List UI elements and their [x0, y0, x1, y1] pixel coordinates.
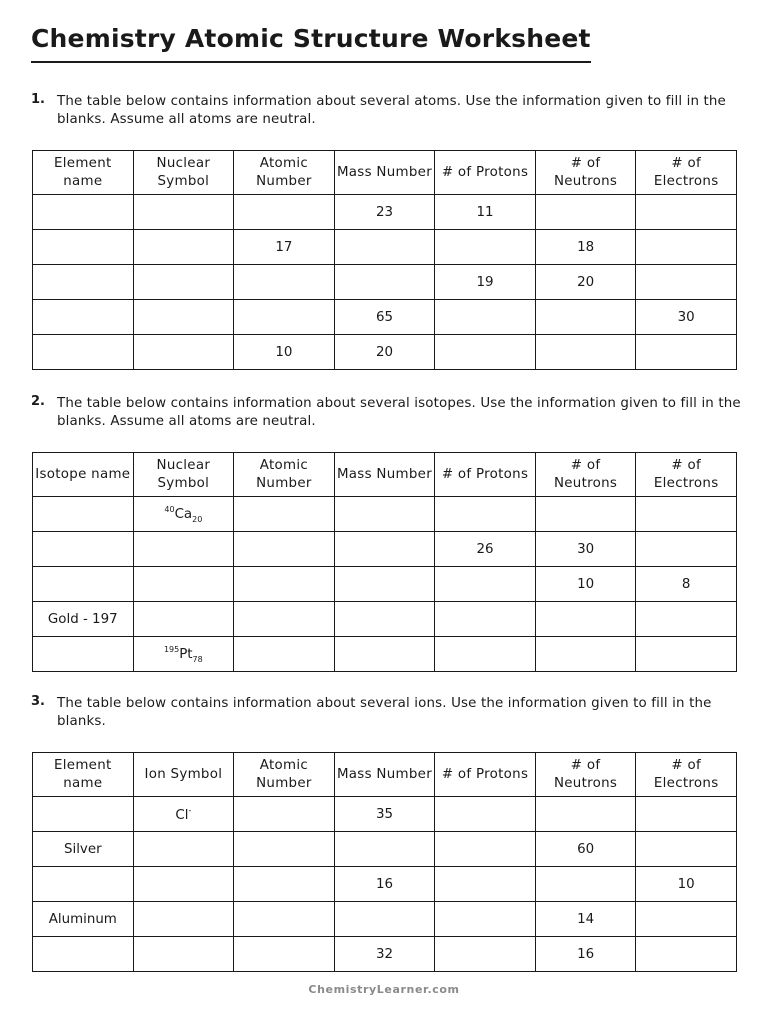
- header-cell: Isotope name: [33, 453, 134, 497]
- table-cell[interactable]: Aluminum: [33, 902, 134, 937]
- table-cell[interactable]: [133, 335, 234, 370]
- table-cell[interactable]: [133, 902, 234, 937]
- table-cell[interactable]: 17: [234, 230, 335, 265]
- table-row: [33, 335, 737, 370]
- table-cell[interactable]: [234, 567, 335, 602]
- table-cell[interactable]: [636, 902, 737, 937]
- question-number: 1.: [31, 92, 45, 107]
- table-cell[interactable]: 20: [334, 335, 435, 370]
- table-cell[interactable]: [636, 602, 737, 637]
- table-cell[interactable]: [234, 637, 335, 672]
- table-cell[interactable]: [234, 937, 335, 972]
- header-cell: # of Electrons: [636, 453, 737, 497]
- table-cell[interactable]: [133, 832, 234, 867]
- table-cell[interactable]: 26: [435, 532, 536, 567]
- table-cell[interactable]: 10: [535, 567, 636, 602]
- table-cell[interactable]: [435, 937, 536, 972]
- table-cell[interactable]: [33, 230, 134, 265]
- header-cell: Element name: [33, 151, 134, 195]
- table-cell[interactable]: [133, 265, 234, 300]
- table-cell[interactable]: [636, 532, 737, 567]
- table-cell[interactable]: Gold - 197: [33, 602, 134, 637]
- table-cell[interactable]: [435, 637, 536, 672]
- table-cell[interactable]: [636, 637, 737, 672]
- table-cell[interactable]: [33, 867, 134, 902]
- table-cell[interactable]: [435, 867, 536, 902]
- table-cell[interactable]: 23: [334, 195, 435, 230]
- table-cell[interactable]: [33, 195, 134, 230]
- table-cell[interactable]: [535, 797, 636, 832]
- table-cell[interactable]: [33, 265, 134, 300]
- table-cell[interactable]: Silver: [33, 832, 134, 867]
- isotopes-table: [32, 452, 737, 672]
- table-row: [33, 195, 737, 230]
- table-cell[interactable]: 65: [334, 300, 435, 335]
- header-cell: # of Protons: [435, 151, 536, 195]
- element-symbol: Ca: [174, 506, 193, 522]
- table-cell[interactable]: [234, 867, 335, 902]
- table-row: [33, 567, 737, 602]
- header-cell: # of Neutrons: [535, 151, 636, 195]
- table-cell[interactable]: [234, 602, 335, 637]
- table-cell[interactable]: [435, 832, 536, 867]
- header-cell: Atomic Number: [234, 151, 335, 195]
- table-row: [33, 602, 737, 637]
- header-cell: # of Protons: [435, 453, 536, 497]
- table-cell[interactable]: [33, 937, 134, 972]
- header-cell: Ion Symbol: [133, 753, 234, 797]
- table-cell[interactable]: [334, 497, 435, 532]
- table-cell[interactable]: [435, 335, 536, 370]
- table-cell[interactable]: [133, 230, 234, 265]
- header-cell: Element name: [33, 753, 134, 797]
- question-text: The table below contains information about several ions. Use the information given to fill in the blanks.: [57, 696, 712, 729]
- table-cell[interactable]: [33, 637, 134, 672]
- table-row: [33, 867, 737, 902]
- table-cell[interactable]: [33, 335, 134, 370]
- table-cell[interactable]: 32: [334, 937, 435, 972]
- table-cell[interactable]: [636, 335, 737, 370]
- table-cell[interactable]: [234, 902, 335, 937]
- table-cell[interactable]: 10: [636, 867, 737, 902]
- table-cell[interactable]: 10: [234, 335, 335, 370]
- atomic-number-subscript: 20: [192, 514, 203, 524]
- table-cell[interactable]: [435, 797, 536, 832]
- table-cell[interactable]: [636, 937, 737, 972]
- table-cell[interactable]: [636, 797, 737, 832]
- header-cell: # of Neutrons: [535, 753, 636, 797]
- element-symbol: Pt: [179, 646, 193, 662]
- table-header-row: [33, 453, 737, 497]
- nuclear-symbol-cell[interactable]: [133, 637, 234, 672]
- element-symbol: Cl: [175, 807, 189, 823]
- table-cell[interactable]: [334, 902, 435, 937]
- table-row: [33, 902, 737, 937]
- table-cell[interactable]: 16: [535, 937, 636, 972]
- table-cell[interactable]: [636, 195, 737, 230]
- table-cell[interactable]: [234, 300, 335, 335]
- table-cell[interactable]: [234, 497, 335, 532]
- table-row: [33, 497, 737, 532]
- table-cell[interactable]: [636, 832, 737, 867]
- table-cell[interactable]: 8: [636, 567, 737, 602]
- table-cell[interactable]: [435, 567, 536, 602]
- table-header-row: [33, 753, 737, 797]
- table-cell[interactable]: [234, 195, 335, 230]
- table-cell[interactable]: [234, 797, 335, 832]
- table-cell[interactable]: [33, 797, 134, 832]
- table-row: [33, 300, 737, 335]
- worksheet-title: Chemistry Atomic Structure Worksheet: [31, 24, 591, 53]
- ion-symbol-chloride: [175, 806, 191, 823]
- table-row: [33, 797, 737, 832]
- table-cell[interactable]: [636, 230, 737, 265]
- table-cell[interactable]: [133, 532, 234, 567]
- question-2: [31, 395, 741, 431]
- table-cell[interactable]: 14: [535, 902, 636, 937]
- table-cell[interactable]: 19: [435, 265, 536, 300]
- header-cell: Atomic Number: [234, 453, 335, 497]
- footer-site-name: ChemistryLearner.com: [308, 983, 460, 996]
- table-cell[interactable]: [133, 867, 234, 902]
- header-cell: Atomic Number: [234, 753, 335, 797]
- header-cell: # of Neutrons: [535, 453, 636, 497]
- nuclear-symbol-cell[interactable]: [133, 497, 234, 532]
- question-text: The table below contains information about several isotopes. Use the information given to fill in the blanks. Assume all atoms are neutral.: [57, 396, 741, 429]
- table-cell[interactable]: [435, 497, 536, 532]
- table-cell[interactable]: [133, 567, 234, 602]
- question-number: 3.: [31, 694, 45, 709]
- ion-symbol-cell[interactable]: [133, 797, 234, 832]
- table-cell[interactable]: [33, 567, 134, 602]
- header-cell: Nuclear Symbol: [133, 453, 234, 497]
- mass-number-superscript: 40: [164, 504, 175, 514]
- mass-number-superscript: 195: [163, 644, 180, 654]
- table-cell[interactable]: [535, 497, 636, 532]
- header-cell: # of Electrons: [636, 753, 737, 797]
- atoms-table: [32, 150, 737, 370]
- table-cell[interactable]: 30: [535, 532, 636, 567]
- table-cell[interactable]: [636, 265, 737, 300]
- table-cell[interactable]: [435, 230, 536, 265]
- table-cell[interactable]: 30: [636, 300, 737, 335]
- table-cell[interactable]: 16: [334, 867, 435, 902]
- table-cell[interactable]: [334, 567, 435, 602]
- table-cell[interactable]: [334, 602, 435, 637]
- question-1: [31, 93, 741, 129]
- table-cell[interactable]: [334, 832, 435, 867]
- table-cell[interactable]: [435, 602, 536, 637]
- table-cell[interactable]: [334, 637, 435, 672]
- table-cell[interactable]: [33, 532, 134, 567]
- table-cell[interactable]: [334, 230, 435, 265]
- table-row: [33, 637, 737, 672]
- table-cell[interactable]: 11: [435, 195, 536, 230]
- table-cell[interactable]: [33, 300, 134, 335]
- table-cell[interactable]: [133, 195, 234, 230]
- question-3: [31, 695, 741, 731]
- table-cell[interactable]: [234, 532, 335, 567]
- table-row: [33, 832, 737, 867]
- table-cell[interactable]: [535, 300, 636, 335]
- table-header-row: [33, 151, 737, 195]
- table-cell[interactable]: 18: [535, 230, 636, 265]
- table-cell[interactable]: [133, 602, 234, 637]
- ions-table: [32, 752, 737, 972]
- table-cell[interactable]: [33, 497, 134, 532]
- table-cell[interactable]: [334, 532, 435, 567]
- table-cell[interactable]: [535, 867, 636, 902]
- header-cell: Mass Number: [334, 151, 435, 195]
- question-text: The table below contains information about several atoms. Use the information given to fill in the blanks. Assume all atoms are neutral.: [57, 94, 726, 127]
- atomic-number-subscript: 78: [192, 654, 203, 664]
- table-cell[interactable]: [535, 602, 636, 637]
- table-cell[interactable]: [234, 832, 335, 867]
- title-underline: [31, 61, 591, 63]
- header-cell: Mass Number: [334, 753, 435, 797]
- table-row: [33, 532, 737, 567]
- table-cell[interactable]: [435, 902, 536, 937]
- table-cell[interactable]: 35: [334, 797, 435, 832]
- ion-charge-superscript: -: [188, 805, 192, 815]
- header-cell: Nuclear Symbol: [133, 151, 234, 195]
- table-cell[interactable]: [234, 265, 335, 300]
- nuclear-symbol-platinum: [164, 645, 203, 664]
- table-cell[interactable]: [435, 300, 536, 335]
- table-row: [33, 230, 737, 265]
- table-cell[interactable]: 20: [535, 265, 636, 300]
- table-cell[interactable]: [535, 637, 636, 672]
- table-row: [33, 265, 737, 300]
- question-number: 2.: [31, 394, 45, 409]
- table-cell[interactable]: 60: [535, 832, 636, 867]
- header-cell: # of Electrons: [636, 151, 737, 195]
- table-cell[interactable]: [535, 335, 636, 370]
- table-cell[interactable]: [133, 937, 234, 972]
- table-cell[interactable]: [334, 265, 435, 300]
- nuclear-symbol-calcium: [164, 505, 202, 524]
- table-cell[interactable]: [636, 497, 737, 532]
- table-row: [33, 937, 737, 972]
- header-cell: Mass Number: [334, 453, 435, 497]
- table-cell[interactable]: [535, 195, 636, 230]
- header-cell: # of Protons: [435, 753, 536, 797]
- table-cell[interactable]: [133, 300, 234, 335]
